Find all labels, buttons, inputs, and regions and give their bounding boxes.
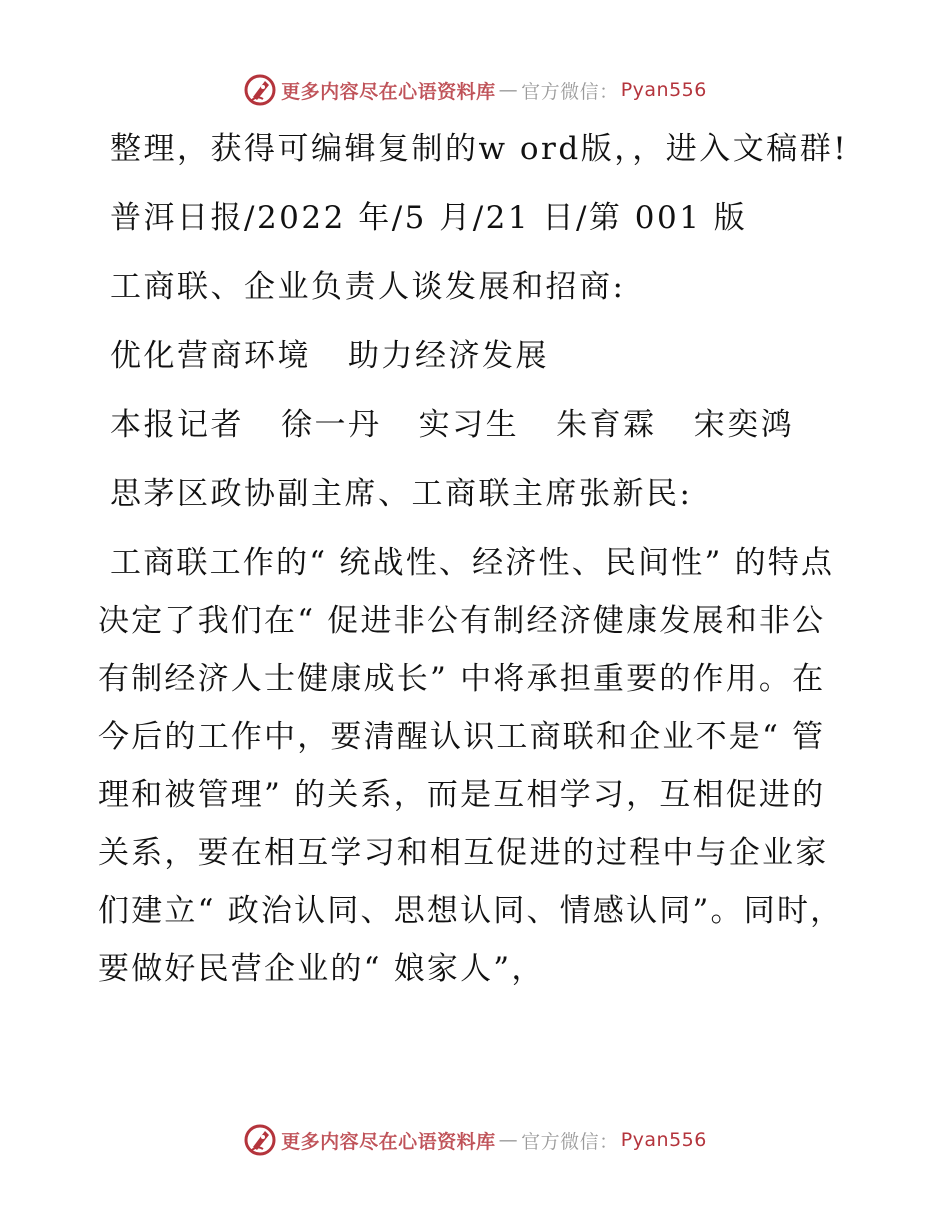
body-paragraph: 工商联工作的“ 统战性、经济性、民间性” 的特点决定了我们在“ 促进非公有制经济健康发展和非公有制经济人士健康成长” 中将承担重要的作用。在今后的工作中，要清醒认识工商联和企业不是“ 管理和被管理” 的关系，而是互相学习，互相促进的关系，要在相互学习和相互促进的过程中与企业家们建立“ 政治认同、思想认同、情感认同”。同时，要做好民营企业的“ 娘家人”， — [98, 545, 844, 987]
pen-nib-logo-icon — [243, 73, 277, 107]
speaker-line: 思茅区政协副主席、工商联主席张新民: — [110, 476, 693, 512]
header-watermark — [0, 70, 950, 110]
watermark-id: Pyan556 — [620, 79, 707, 101]
watermark-subtext: 官方微信： — [521, 1130, 619, 1153]
article-kicker: 工商联、企业负责人谈发展和招商: — [110, 269, 626, 305]
intro-paragraph: 整理，获得可编辑复制的w ord版，，进入文稿群! — [110, 131, 849, 167]
watermark-separator: — — [498, 1129, 519, 1151]
document-body — [98, 120, 858, 1009]
byline: 本报记者 徐一丹 实习生 朱育霖 宋奕鸿 — [110, 407, 795, 443]
watermark-separator: — — [498, 79, 519, 101]
publication-line: 普洱日报/2022 年/5 月/21 日/第 001 版 — [110, 200, 748, 236]
watermark-id: Pyan556 — [620, 1129, 707, 1151]
pen-nib-logo-icon — [243, 1123, 277, 1157]
article-headline: 优化营商环境 助力经济发展 — [110, 338, 550, 374]
footer-watermark — [0, 1120, 950, 1160]
watermark-text: 更多内容尽在心语资料库 — [281, 1130, 496, 1153]
watermark-subtext: 官方微信： — [521, 80, 619, 103]
watermark-text: 更多内容尽在心语资料库 — [281, 80, 496, 103]
